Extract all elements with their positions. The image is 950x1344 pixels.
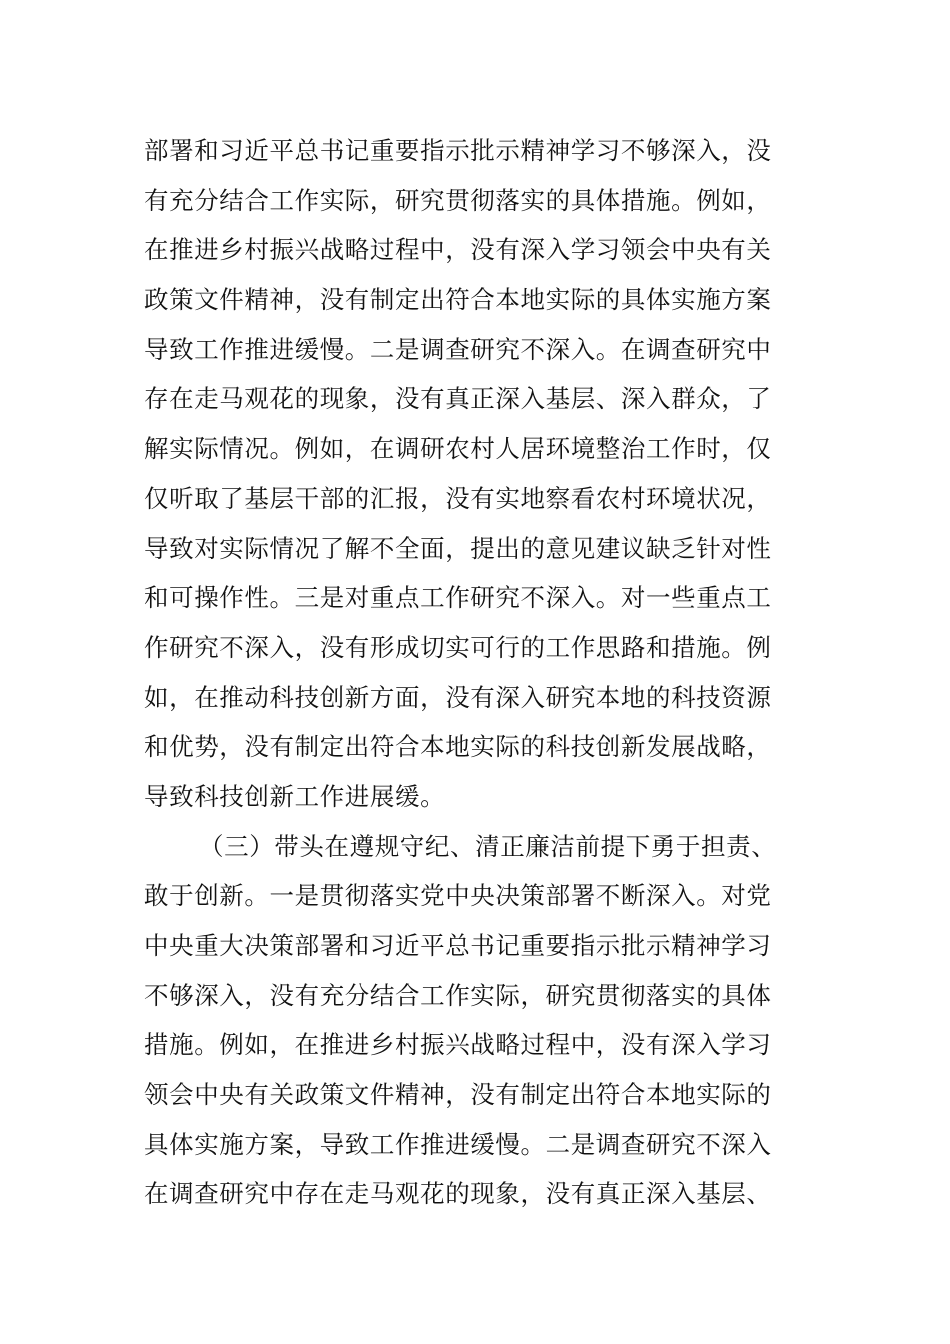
text-line: 有充分结合工作实际，研究贯彻落实的具体措施。例如，: [144, 185, 772, 215]
text-line: 措施。例如，在推进乡村振兴战略过程中，没有深入学习: [144, 1030, 772, 1060]
section-heading-line: （三）带头在遵规守纪、清正廉洁前提下勇于担责、: [199, 831, 777, 861]
text-line: 仅听取了基层干部的汇报，没有实地察看农村环境状况，: [144, 483, 772, 513]
text-line: 解实际情况。例如，在调研农村人居环境整治工作时，仅: [144, 434, 772, 464]
text-line: 敢于创新。一是贯彻落实党中央决策部署不断深入。对党: [144, 881, 772, 911]
text-line: 和可操作性。三是对重点工作研究不深入。对一些重点工: [144, 583, 772, 613]
text-line: 导致科技创新工作进展缓。: [144, 781, 446, 811]
text-line: 和优势，没有制定出符合本地实际的科技创新发展战略，: [144, 732, 772, 762]
text-line: 在推进乡村振兴战略过程中，没有深入学习领会中央有关: [144, 235, 772, 265]
document-body: [144, 126, 808, 1219]
text-line: 具体实施方案，导致工作推进缓慢。二是调查研究不深入: [144, 1129, 772, 1159]
text-line: 中央重大决策部署和习近平总书记重要指示批示精神学习: [144, 931, 772, 960]
text-line: 在调查研究中存在走马观花的现象，没有真正深入基层、: [144, 1179, 772, 1209]
text-line: 作研究不深入，没有形成切实可行的工作思路和措施。例: [144, 632, 772, 662]
text-line: 如，在推动科技创新方面，没有深入研究本地的科技资源: [144, 682, 772, 712]
text-line: 导致工作推进缓慢。二是调查研究不深入。在调查研究中: [144, 334, 772, 364]
text-line: 领会中央有关政策文件精神，没有制定出符合本地实际的: [144, 1080, 772, 1110]
text-line: 存在走马观花的现象，没有真正深入基层、深入群众，了: [144, 384, 772, 414]
text-line: 导致对实际情况了解不全面，提出的意见建议缺乏针对性: [144, 533, 772, 563]
text-line: 部署和习近平总书记重要指示批示精神学习不够深入，没: [144, 136, 772, 165]
text-line: 不够深入，没有充分结合工作实际，研究贯彻落实的具体: [144, 980, 772, 1010]
text-line: 政策文件精神，没有制定出符合本地实际的具体实施方案: [144, 285, 772, 315]
